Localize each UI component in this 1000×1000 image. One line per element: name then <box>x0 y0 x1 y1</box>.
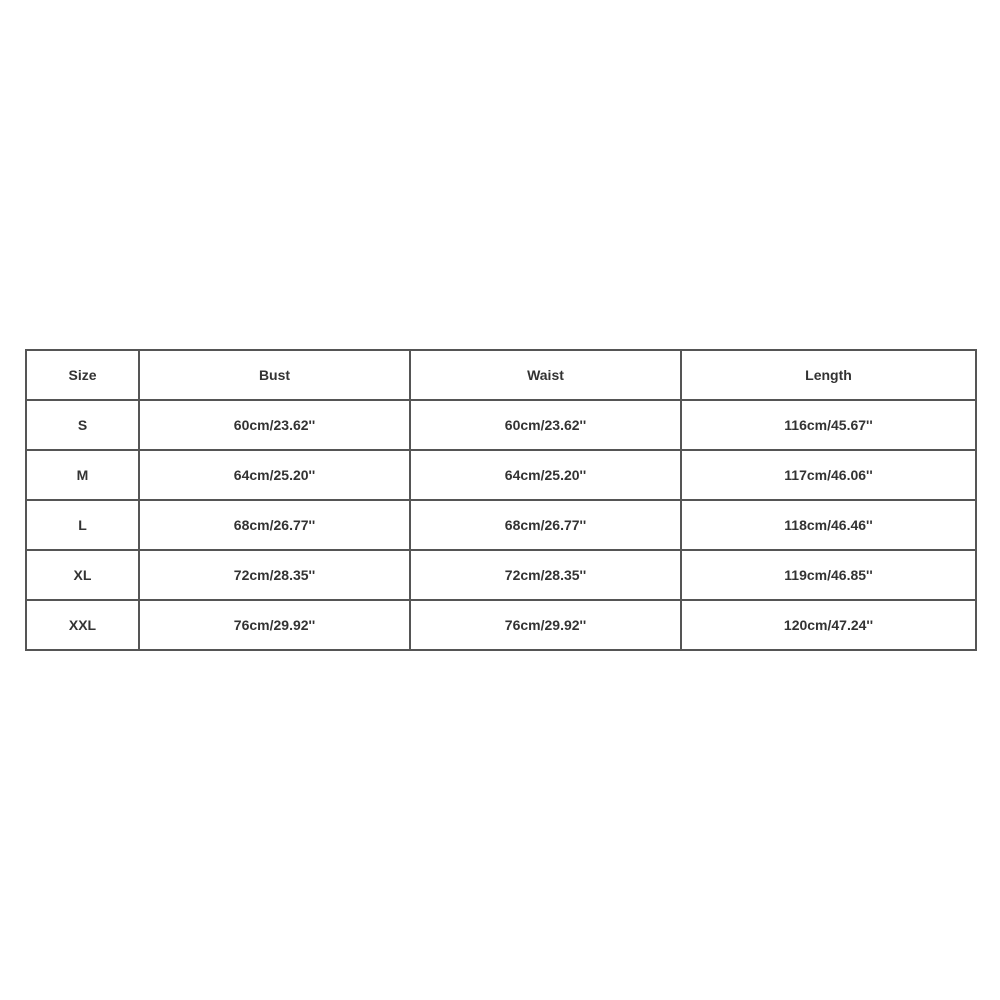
cell-length: 118cm/46.46'' <box>681 500 976 550</box>
table-row <box>26 450 976 500</box>
cell-size: XL <box>26 550 139 600</box>
cell-bust: 64cm/25.20'' <box>139 450 410 500</box>
table-row <box>26 400 976 450</box>
header-length: Length <box>681 350 976 400</box>
header-bust: Bust <box>139 350 410 400</box>
cell-length: 116cm/45.67'' <box>681 400 976 450</box>
cell-size: S <box>26 400 139 450</box>
header-size: Size <box>26 350 139 400</box>
size-chart-table <box>25 349 977 651</box>
header-waist: Waist <box>410 350 681 400</box>
cell-bust: 60cm/23.62'' <box>139 400 410 450</box>
cell-length: 120cm/47.24'' <box>681 600 976 650</box>
cell-size: M <box>26 450 139 500</box>
cell-bust: 72cm/28.35'' <box>139 550 410 600</box>
table-header-row <box>26 350 976 400</box>
cell-waist: 68cm/26.77'' <box>410 500 681 550</box>
cell-length: 119cm/46.85'' <box>681 550 976 600</box>
cell-size: XXL <box>26 600 139 650</box>
table-row <box>26 500 976 550</box>
table-row <box>26 550 976 600</box>
cell-length: 117cm/46.06'' <box>681 450 976 500</box>
table-row <box>26 600 976 650</box>
cell-waist: 72cm/28.35'' <box>410 550 681 600</box>
cell-bust: 76cm/29.92'' <box>139 600 410 650</box>
cell-waist: 64cm/25.20'' <box>410 450 681 500</box>
cell-bust: 68cm/26.77'' <box>139 500 410 550</box>
cell-waist: 76cm/29.92'' <box>410 600 681 650</box>
cell-size: L <box>26 500 139 550</box>
cell-waist: 60cm/23.62'' <box>410 400 681 450</box>
